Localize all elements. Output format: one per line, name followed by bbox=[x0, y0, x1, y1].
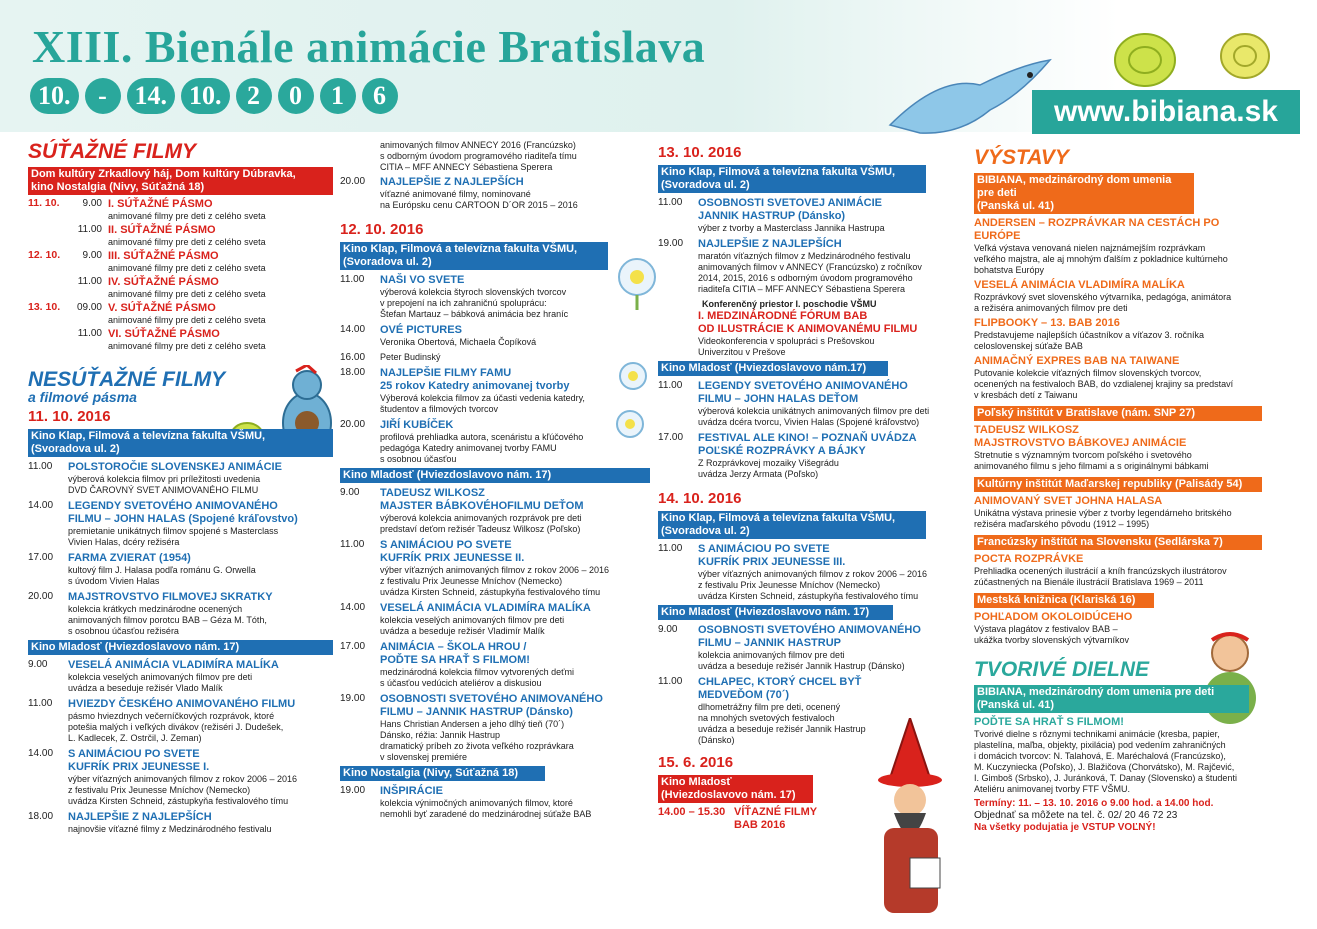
date-pill: 1 bbox=[320, 78, 356, 114]
event-row: 14.00 VESELÁ ANIMÁCIA VLADIMÍRA MALÍKA kolekcia veselých animovaných filmov pre deti uvádza a beseduje režisér Vladimír Malík bbox=[340, 602, 650, 637]
booking-info: Objednať sa môžete na tel. č. 02/ 20 46 72 23 bbox=[974, 810, 1178, 821]
event-title: JIŘÍ KUBÍČEK bbox=[380, 419, 454, 431]
day-heading: 12. 10. 2016 bbox=[340, 221, 424, 238]
event-title: NAJLEPŠIE Z NAJLEPŠÍCH bbox=[698, 238, 842, 250]
event-title: VI. SÚŤAŽNÉ PÁSMO bbox=[108, 328, 220, 340]
section-title-exhibitions: VÝSTAVY bbox=[974, 146, 1069, 169]
page-title: XIII. Bienále animácie Bratislava bbox=[32, 21, 706, 72]
venue-banner: Kultúrny inštitút Maďarskej republiky (Palisády 54) bbox=[974, 477, 1262, 492]
workshop-terms: Termíny: 11. – 13. 10. 2016 o 9.00 hod. a 14.00 hod. bbox=[974, 798, 1214, 809]
venue-banner: Kino Mladosť (Hviezdoslavovo nám. 17) bbox=[28, 640, 333, 655]
venue-banner: Poľský inštitút v Bratislave (nám. SNP 27) bbox=[974, 406, 1262, 421]
venue-banner: BIBIANA, medzinárodný dom umenia pre deti (Panská ul. 41) bbox=[974, 173, 1194, 214]
exhibition-title: ANIMAČNÝ EXPRES BAB NA TAIWANE bbox=[974, 355, 1180, 367]
event-title: INŠPIRÁCIE bbox=[380, 785, 443, 797]
event-title: II. SÚŤAŽNÉ PÁSMO bbox=[108, 224, 216, 236]
event-row: 11.00 HVIEZDY ČESKÉHO ANIMOVANÉHO FILMU pásmo hviezdnych večerníčkových rozprávok, ktoré potešia malých i veľkých divákov (režiséri J. Dudešek, L. Kadlecek, Z. Ostrčil, J. Zeman) bbox=[28, 698, 333, 744]
bird-icon bbox=[880, 55, 1060, 140]
event-title: OVÉ PICTURES bbox=[380, 324, 462, 336]
event-row: 18.00 NAJLEPŠIE Z NAJLEPŠÍCH najnovšie víťazné filmy z Medzinárodného festivalu bbox=[28, 811, 333, 835]
event-title: NAJLEPŠIE FILMY FAMU bbox=[380, 367, 512, 379]
event-title: MAJSTROVSTVO FILMOVEJ SKRATKY bbox=[68, 591, 273, 603]
exhibition: VESELÁ ANIMÁCIA VLADIMÍRA MALÍKA Rozprávkový svet slovenského výtvarníka, pedagóga, animátora a režiséra animovaných filmov pre deti bbox=[974, 279, 1262, 314]
event-row: 17.00 FESTIVAL ALE KINO! – POZNAŇ UVÁDZA POĽSKÉ ROZPRÁVKY A BÁJKY Z Rozprávkovej mozaiky Višegrádu uvádza Jerzy Armata (Poľsko) bbox=[658, 432, 958, 480]
event-title: FILMU – JANNIK HASTRUP bbox=[698, 637, 842, 649]
event-title: V. SÚŤAŽNÉ PÁSMO bbox=[108, 302, 216, 314]
venue-banner: Kino Mladosť (Hviezdoslavovo nám. 17) bbox=[658, 775, 813, 803]
day-heading: 15. 6. 2016 bbox=[658, 754, 734, 771]
event-row: 20.00 MAJSTROVSTVO FILMOVEJ SKRATKY kolekcia krátkych medzinárodne ocenených animovaných filmov porotcu BAB – Géza M. Tóth, s osobnou účasťou režiséra bbox=[28, 591, 333, 637]
free-entry: Na všetky podujatia je VSTUP VOĽNÝ! bbox=[974, 822, 1156, 833]
event-title: FARMA ZVIERAT (1954) bbox=[68, 552, 191, 564]
event-row: 11.00 CHLAPEC, KTORÝ CHCEL BYŤ MEDVEĎOM (70´) dlhometrážny film pre deti, ocenený na mnohých svetových festivaloch uvádza a beseduje režisér Jannik Hastrup (Dánsko) bbox=[658, 676, 958, 746]
section-title-workshops: TVORIVÉ DIELNE bbox=[974, 658, 1150, 681]
event-row: 12. 10. 9.00 III. SÚŤAŽNÉ PÁSMO animované filmy pre deti z celého sveta bbox=[28, 250, 333, 274]
event-title: CHLAPEC, KTORÝ CHCEL BYŤ bbox=[698, 676, 862, 688]
festival-dates bbox=[30, 78, 398, 114]
event-title: KUFRÍK PRIX JEUNESSE III. bbox=[698, 556, 846, 568]
event-row: 13. 10. 09.00 V. SÚŤAŽNÉ PÁSMO animované filmy pre deti z celého sveta bbox=[28, 302, 333, 326]
exhibition-title: POCTA ROZPRÁVKE bbox=[974, 553, 1084, 565]
event-title: POLSTOROČIE SLOVENSKEJ ANIMÁCIE bbox=[68, 461, 282, 473]
venue-banner: Kino Klap, Filmová a televízna fakulta VŠMU, (Svoradova ul. 2) bbox=[658, 511, 926, 539]
date-pill: 10. bbox=[30, 78, 79, 114]
event-title: I. SÚŤAŽNÉ PÁSMO bbox=[108, 198, 213, 210]
event-row: 11.00 S ANIMÁCIOU PO SVETE KUFRÍK PRIX JEUNESSE II. výber víťazných animovaných filmov z rokov 2006 – 2016 z festivalu Prix Jeunesse Mníchov (Nemecko) uvádza Kirsten Schneid, zástupkyňa festivalového tímu bbox=[340, 539, 650, 598]
day-heading: 13. 10. 2016 bbox=[658, 144, 742, 161]
continued-text: animovaných filmov ANNECY 2016 (Francúzsko) s odborným úvodom programového riaditeľa tímu CITIA – MFF ANNECY Sébastiena Sperera bbox=[380, 140, 577, 172]
forum-place: Konferenčný priestor I. poschodie VŠMU bbox=[702, 299, 877, 309]
event-title: IV. SÚŤAŽNÉ PÁSMO bbox=[108, 276, 219, 288]
venue-banner: BIBIANA, medzinárodný dom umenia pre deti (Panská ul. 41) bbox=[974, 685, 1249, 713]
exhibition-title: POHĽADOM OKOLOIDÚCEHO bbox=[974, 611, 1133, 623]
event-title: JANNIK HASTRUP (Dánsko) bbox=[698, 210, 846, 222]
event-title: KUFRÍK PRIX JEUNESSE I. bbox=[68, 761, 210, 773]
event-row: 18.00 NAJLEPŠIE FILMY FAMU 25 rokov Katedry animovanej tvorby Výberová kolekcia filmov za účasti vedenia katedry, študentov a filmových tvorcov bbox=[340, 367, 650, 415]
section-title-noncompetition: NESÚŤAŽNÉ FILMY bbox=[28, 368, 226, 391]
event-row: 9.00 TADEUSZ WILKOSZ MAJSTER BÁBKOVÉHOFILMU DEŤOM výberová kolekcia animovaných rozprávok pre deti predstaví deťom režisér Tadeusz Wilkosz (Poľsko) bbox=[340, 487, 650, 535]
event-row: 11.00 OSOBNOSTI SVETOVEJ ANIMÁCIE JANNIK HASTRUP (Dánsko) výber z tvorby a Masterclass Jannika Hastrupa bbox=[658, 197, 958, 234]
event-row: 11.00 VI. SÚŤAŽNÉ PÁSMO animované filmy pre deti z celého sveta bbox=[28, 328, 333, 352]
website-link[interactable]: www.bibiana.sk bbox=[1032, 90, 1300, 134]
venue-banner: Mestská knižnica (Klariská 16) bbox=[974, 593, 1154, 608]
snail-icon bbox=[1095, 20, 1285, 90]
event-title: FILMU – JOHN HALAS (Spojené kráľovstvo) bbox=[68, 513, 298, 525]
event-title: POĽSKÉ ROZPRÁVKY A BÁJKY bbox=[698, 445, 866, 457]
exhibition-title: FLIPBOOKY – 13. BAB 2016 bbox=[974, 317, 1120, 329]
event-title: OSOBNOSTI SVETOVÉHO ANIMOVANÉHO bbox=[698, 624, 921, 636]
date-pill: - bbox=[85, 78, 121, 114]
event-row: 11.00 S ANIMÁCIOU PO SVETE KUFRÍK PRIX JEUNESSE III. výber víťazných animovaných filmov z rokov 2006 – 2016 z festivalu Prix Jeunesse Mníchov (Nemecko) uvádza Kirsten Schneid, zástupkyňa festivalového tímu bbox=[658, 543, 958, 602]
date-pill: 0 bbox=[278, 78, 314, 114]
event-row: 20.00 JIŘÍ KUBÍČEK profilová prehliadka autora, scenáristu a kľúčového pedagóga Katedry animovanej tvorby FAMU s osobnou účasťou bbox=[340, 419, 650, 465]
exhibition: ANDERSEN – ROZPRÁVKAR NA CESTÁCH PO EURÓPE Veľká výstava venovaná nielen najznámejším rozprávkam veľkého majstra, ale aj mnohým ďalším z pokladnice kultúrneho bohatstva Európy bbox=[974, 217, 1262, 276]
event-row: 11.00 II. SÚŤAŽNÉ PÁSMO animované filmy pre deti z celého sveta bbox=[28, 224, 333, 248]
event-title: FILMU – JANNIK HASTRUP (Dánsko) bbox=[380, 706, 573, 718]
event-row: 14.00 OVÉ PICTURES Veronika Obertová, Michaela Čopíková bbox=[340, 324, 650, 348]
event-title: NAJLEPŠIE Z NAJLEPŠÍCH bbox=[68, 811, 212, 823]
date-pill: 14. bbox=[127, 78, 176, 114]
event-row: 19.00 NAJLEPŠIE Z NAJLEPŠÍCH maratón víťazných filmov z Medzinárodného festivalu animovaných filmov v ANNECY (Francúzsko) z ročníkov 2014, 2015, 2016 s odborným úvodom programového riaditeľa CITIA – MFF ANNECY Sébastiena Sperera bbox=[658, 238, 958, 295]
exhibition-title: ANIMOVANÝ SVET JOHNA HALASA bbox=[974, 495, 1163, 507]
day-heading: 14. 10. 2016 bbox=[658, 490, 742, 507]
section-subtitle: a filmové pásma bbox=[28, 389, 137, 405]
event-title: VÍŤAZNÉ FILMY BAB 2016 bbox=[734, 806, 818, 831]
event-title: S ANIMÁCIOU PO SVETE bbox=[68, 748, 200, 760]
event-row: 14.00 LEGENDY SVETOVÉHO ANIMOVANÉHO FILMU – JOHN HALAS (Spojené kráľovstvo) premietanie unikátnych filmov spojené s Masterclass Vivien Halas, dcéry režiséra bbox=[28, 500, 333, 548]
event-title: VESELÁ ANIMÁCIA VLADIMÍRA MALÍKA bbox=[380, 602, 591, 614]
exhibition: FLIPBOOKY – 13. BAB 2016 Predstavujeme najlepších účastníkov a víťazov 3. ročníka celoslovenskej súťaže BAB bbox=[974, 317, 1262, 352]
event-title: LEGENDY SVETOVÉHO ANIMOVANÉHO bbox=[68, 500, 278, 512]
column-program-12: animovaných filmov ANNECY 2016 (Francúzsko) s odborným úvodom programového riaditeľa tímu CITIA – MFF ANNECY Sébastiena Sperera 20.00 NAJLEPŠIE Z NAJLEPŠÍCH víťazné animované filmy, nominované na Európsku cenu CARTOON D´OR 2015 – 2016 12. 10. 2016 Kino Klap, Filmová a televízna fakulta VŠMU, (Svoradova ul. 2) 11.00 NAŠI VO SVETE výberová kolekcia štyroch slovenských tvorcov v prepojení na ich zahraničnú spoluprácu: Štefan Martauz – bábková animácia bez hraníc 14.00 OVÉ PICTURES Veronika Obertová, Michaela Čopíková 16.00 Peter Budinský 18.00 NAJLEPŠIE FILMY FAMU 25 rokov Katedry animovanej tvorby Výberová kolekcia filmov za účasti vedenia katedry, študentov a filmových tvorcov 20.00 JIŘÍ KUBÍČEK profilová prehliadka autora, scenáristu a kľúčového pedagóga Katedry animovanej tvorby FAMU s osobnou účasťou Kino Mladosť (Hviezdoslavovo nám. 17) 9.00 TADEUSZ WILKOSZ MAJSTER BÁBKOVÉHOFILMU DEŤOM výberová kolekcia animovaných rozprávok pre deti predstaví deťom režisér Tadeusz Wilkosz (Poľsko) 11.00 S ANIMÁCIOU PO SVETE KUFRÍK PRIX JEUNESSE II. výber víťazných animovaných filmov z rokov 2006 – 2016 z festivalu Prix Jeunesse Mníchov (Nemecko) uvádza Kirsten Schneid, zástupkyňa festivalového tímu 14.00 VESELÁ ANIMÁCIA VLADIMÍRA MALÍKA kolekcia veselých animovaných filmov pre deti uvádza a beseduje režisér Vladimír Malík 17.00 ANIMÁCIA – ŠKOLA HROU / POĎTE SA HRAŤ S FILMOM! medzinárodná kolekcia filmov vytvorených deťmi s účasťou vedúcich ateliérov a diskusiou 19.00 OSOBNOSTI SVETOVÉHO ANIMOVANÉHO FILMU – JANNIK HASTRUP (Dánsko) Hans Christian Andersen a jeho dlhý tieň (70´) Dánsko, réžia: Jannik Hastrup dramatický príbeh zo života veľkého rozprávkara v slovenskej premiére Kino Nostalgia (Nivy, Súťažná 18) 19.00 INŠPIRÁCIE kolekcia výnimočných animovaných filmov, ktoré nemohli byť zaradené do medzinárodnej súťaže BAB bbox=[340, 140, 650, 820]
event-title: OSOBNOSTI SVETOVEJ ANIMÁCIE bbox=[698, 197, 882, 209]
event-title: NAJLEPŠIE Z NAJLEPŠÍCH bbox=[380, 176, 524, 188]
event-title: MEDVEĎOM (70´) bbox=[698, 689, 790, 701]
workshop-title: POĎTE SA HRAŤ S FILMOM! bbox=[974, 716, 1124, 728]
venue-banner: Kino Klap, Filmová a televízna fakulta VŠMU, (Svoradova ul. 2) bbox=[658, 165, 926, 193]
date-pill: 2 bbox=[236, 78, 272, 114]
date-pill: 10. bbox=[181, 78, 230, 114]
event-row: 11.00 LEGENDY SVETOVÉHO ANIMOVANÉHO FILMU – JOHN HALAS DEŤOM výberová kolekcia unikátnych animovaných filmov pre deti uvádza dcéra tvorcu, Vivien Halas (Spojené kráľovstvo) bbox=[658, 380, 958, 428]
event-title: NAŠI VO SVETE bbox=[380, 274, 465, 286]
event-row: 11. 10. 9.00 I. SÚŤAŽNÉ PÁSMO animované filmy pre deti z celého sveta bbox=[28, 198, 333, 222]
column-competition bbox=[28, 140, 333, 835]
column-program-13-15: 13. 10. 2016 Kino Klap, Filmová a televízna fakulta VŠMU, (Svoradova ul. 2) 11.00 OSOBNOSTI SVETOVEJ ANIMÁCIE JANNIK HASTRUP (Dánsko) výber z tvorby a Masterclass Jannika Hastrupa 19.00 NAJLEPŠIE Z NAJLEPŠÍCH maratón víťazných filmov z Medzinárodného festivalu animovaných filmov v ANNECY (Francúzsko) z ročníkov 2014, 2015, 2016 s odborným úvodom programového riaditeľa CITIA – MFF ANNECY Sébastiena Sperera Konferenčný priestor I. poschodie VŠMU I. MEDZINÁRODNÉ FÓRUM BAB OD ILUSTRÁCIE K ANIMOVANÉMU FILMU Videokonferencia v spolupráci s Prešovskou Univerzitou v Prešove Kino Mladosť (Hviezdoslavovo nám.17) 11.00 LEGENDY SVETOVÉHO ANIMOVANÉHO FILMU – JOHN HALAS DEŤOM výberová kolekcia unikátnych animovaných filmov pre deti uvádza dcéra tvorcu, Vivien Halas (Spojené kráľovstvo) 17.00 FESTIVAL ALE KINO! – POZNAŇ UVÁDZA POĽSKÉ ROZPRÁVKY A BÁJKY Z Rozprávkovej mozaiky Višegrádu uvádza Jerzy Armata (Poľsko) 14. 10. 2016 Kino Klap, Filmová a televízna fakulta VŠMU, (Svoradova ul. 2) 11.00 S ANIMÁCIOU PO SVETE KUFRÍK PRIX JEUNESSE III. výber víťazných animovaných filmov z rokov 2006 – 2016 z festivalu Prix Jeunesse Mníchov (Nemecko) uvádza Kirsten Schneid, zástupkyňa festivalového tímu Kino Mladosť (Hviezdoslavovo nám. 17) 9.00 OSOBNOSTI SVETOVÉHO ANIMOVANÉHO FILMU – JANNIK HASTRUP kolekcia animovaných filmov pre deti uvádza a beseduje režisér Jannik Hastrup (Dánsko) 11.00 CHLAPEC, KTORÝ CHCEL BYŤ MEDVEĎOM (70´) dlhometrážny film pre deti, ocenený na mnohých svetových festivaloch uvádza a beseduje režisér Jannik Hastrup (Dánsko) 15. 6. 2016 Kino Mladosť (Hviezdoslavovo nám. 17) 14.00 – 15.30 VÍŤAZNÉ FILMY BAB 2016 bbox=[658, 140, 958, 832]
venue-banner: Kino Nostalgia (Nivy, Súťažná 18) bbox=[340, 766, 545, 781]
event-title: POĎTE SA HRAŤ S FILMOM! bbox=[380, 654, 530, 666]
event-row: 19.00 INŠPIRÁCIE kolekcia výnimočných animovaných filmov, ktoré nemohli byť zaradené do medzinárodnej súťaže BAB bbox=[340, 785, 650, 820]
event-title: LEGENDY SVETOVÉHO ANIMOVANÉHO bbox=[698, 380, 908, 392]
venue-banner: Francúzsky inštitút na Slovensku (Sedlárska 7) bbox=[974, 535, 1262, 550]
event-row: 17.00 ANIMÁCIA – ŠKOLA HROU / POĎTE SA HRAŤ S FILMOM! medzinárodná kolekcia filmov vytvorených deťmi s účasťou vedúcich ateliérov a diskusiou bbox=[340, 641, 650, 689]
venue-banner: Kino Mladosť (Hviezdoslavovo nám.17) bbox=[658, 361, 888, 376]
exhibition-title: TADEUSZ WILKOSZ MAJSTROVSTVO BÁBKOVEJ ANIMÁCIE bbox=[974, 424, 1187, 449]
column-exhibitions: VÝSTAVY BIBIANA, medzinárodný dom umenia pre deti (Panská ul. 41) ANDERSEN – ROZPRÁVKAR NA CESTÁCH PO EURÓPE Veľká výstava venovaná nielen najznámejším rozprávkam veľkého majstra, ale aj mnohým ďalším z pokladnice kultúrneho bohatstva Európy VESELÁ ANIMÁCIA VLADIMÍRA MALÍKA Rozprávkový svet slovenského výtvarníka, pedagóga, animátora a režiséra animovaných filmov pre deti FLIPBOOKY – 13. BAB 2016 Predstavujeme najlepších účastníkov a víťazov 3. ročníka celoslovenskej súťaže BAB ANIMAČNÝ EXPRES BAB NA TAIWANE Putovanie kolekcie víťazných filmov slovenských tvorcov, ocenených na festivaloch BAB, do vzdialenej krajiny sa predstaví v kresbách detí z Taiwanu Poľský inštitút v Bratislave (nám. SNP 27) TADEUSZ WILKOSZ MAJSTROVSTVO BÁBKOVEJ ANIMÁCIE Stretnutie s významným tvorcom poľského i svetového animovaného filmu s jeho filmami a s originálnymi bábkami Kultúrny inštitút Maďarskej republiky (Palisády 54) ANIMOVANÝ SVET JOHNA HALASA Unikátna výstava prinesie výber z tvorby legendárneho britského režiséra maďarského pôvodu (1912 – 1995) Francúzsky inštitút na Slovensku (Sedlárska 7) POCTA ROZPRÁVKE Prehliadka ocenených ilustrácií a kníh francúzskych ilustrátorov zúčastnených na Bienále ilustrácií Bratislava 1969 – 2011 Mestská knižnica (Klariská 16) POHĽADOM OKOLOIDÚCEHO Výstava plagátov z festivalov BAB – ukážka tvorby slovenských výtvarníkov TVORIVÉ DIELNE BIBIANA, medzinárodný dom umenia pre deti (Panská ul. 41) POĎTE SA HRAŤ S FILMOM! Tvorivé dielne s rôznymi technikami animácie (kresba, papier, plastelína, maľba, objekty, pixilácia) pod vedením zahraničných i domácich tvorcov: N. Talahová, E. Maréchalová (Francúzsko), M. Kuczyniecka (Poľsko), J. Blažičova (Chorvátsko), M. Rajčević, I. Gimboš (Srbsko), J. Juránková, T. Danay (Slovensko) a študenti Ateliéru animovanej tvorby FTF VŠMU. Termíny: 11. – 13. 10. 2016 o 9.00 hod. a 14.00 hod. Objednať sa môžete na tel. č. 02/ 20 46 72 23 Na všetky podujatia je VSTUP VOĽNÝ! bbox=[974, 146, 1262, 834]
exhibition: ANIMAČNÝ EXPRES BAB NA TAIWANE Putovanie kolekcie víťazných filmov slovenských tvorcov, ocenených na festivaloch BAB, do vzdialenej krajiny sa predstaví v kresbách detí z Taiwanu bbox=[974, 355, 1262, 401]
event-title: VESELÁ ANIMÁCIA VLADIMÍRA MALÍKA bbox=[68, 659, 279, 671]
event-row: 9.00 OSOBNOSTI SVETOVÉHO ANIMOVANÉHO FILMU – JANNIK HASTRUP kolekcia animovaných filmov pre deti uvádza a beseduje režisér Jannik Hastrup (Dánsko) bbox=[658, 624, 958, 672]
event-title: KUFRÍK PRIX JEUNESSE II. bbox=[380, 552, 525, 564]
event-row: 9.00 VESELÁ ANIMÁCIA VLADIMÍRA MALÍKA kolekcia veselých animovaných filmov pre deti uvádza a beseduje režisér Vlado Malík bbox=[28, 659, 333, 694]
venue-banner: Kino Mladosť (Hviezdoslavovo nám. 17) bbox=[340, 468, 650, 483]
event-title: HVIEZDY ČESKÉHO ANIMOVANÉHO FILMU bbox=[68, 698, 296, 710]
event-row: 11.00 IV. SÚŤAŽNÉ PÁSMO animované filmy pre deti z celého sveta bbox=[28, 276, 333, 300]
event-title: FILMU – JOHN HALAS DEŤOM bbox=[698, 393, 859, 405]
event-row: 14.00 S ANIMÁCIOU PO SVETE KUFRÍK PRIX JEUNESSE I. výber víťazných animovaných filmov z rokov 2006 – 2016 z festivalu Prix Jeunesse Mníchov (Nemecko) uvádza Kirsten Schneid, zástupkyňa festivalového tímu bbox=[28, 748, 333, 807]
event-row: 11.00 POLSTOROČIE SLOVENSKEJ ANIMÁCIE výberová kolekcia filmov pri príležitosti uvedenia DVD ČAROVNÝ SVET ANIMOVANÉHO FILMU bbox=[28, 461, 333, 496]
event-title: III. SÚŤAŽNÉ PÁSMO bbox=[108, 250, 219, 262]
section-title-competition: SÚŤAŽNÉ FILMY bbox=[28, 140, 196, 163]
day-heading: 11. 10. 2016 bbox=[28, 408, 111, 425]
venue-banner: Kino Klap, Filmová a televízna fakulta VŠMU, (Svoradova ul. 2) bbox=[340, 242, 608, 270]
event-title: OSOBNOSTI SVETOVÉHO ANIMOVANÉHO bbox=[380, 693, 603, 705]
event-row: 16.00 Peter Budinský bbox=[340, 352, 441, 363]
event-row: 17.00 FARMA ZVIERAT (1954) kultový film J. Halasa podľa románu G. Orwella s úvodom Vivien Halas bbox=[28, 552, 333, 587]
date-pill: 6 bbox=[362, 78, 398, 114]
event-row: 11.00 NAŠI VO SVETE výberová kolekcia štyroch slovenských tvorcov v prepojení na ich zahraničnú spoluprácu: Štefan Martauz – bábková animácia bez hraníc bbox=[340, 274, 650, 320]
forum-title: I. MEDZINÁRODNÉ FÓRUM BAB OD ILUSTRÁCIE K ANIMOVANÉMU FILMU bbox=[698, 310, 918, 335]
event-title: ANIMÁCIA – ŠKOLA HROU / bbox=[380, 641, 527, 653]
exhibition-title: ANDERSEN – ROZPRÁVKAR NA CESTÁCH PO EURÓPE bbox=[974, 217, 1220, 242]
event-title: FESTIVAL ALE KINO! – POZNAŇ UVÁDZA bbox=[698, 432, 917, 444]
event-row: 19.00 OSOBNOSTI SVETOVÉHO ANIMOVANÉHO FILMU – JANNIK HASTRUP (Dánsko) Hans Christian Andersen a jeho dlhý tieň (70´) Dánsko, réžia: Jannik Hastrup dramatický príbeh zo života veľkého rozprávkara v slovenskej premiére bbox=[340, 693, 650, 763]
exhibition-title: VESELÁ ANIMÁCIA VLADIMÍRA MALÍKA bbox=[974, 279, 1185, 291]
venue-banner: Kino Klap, Filmová a televízna fakulta VŠMU, (Svoradova ul. 2) bbox=[28, 429, 333, 457]
event-title: TADEUSZ WILKOSZ bbox=[380, 487, 485, 499]
venue-banner: Dom kultúry Zrkadlový háj, Dom kultúry Dúbravka, kino Nostalgia (Nivy, Súťažná 18) bbox=[28, 167, 333, 195]
event-title: 25 rokov Katedry animovanej tvorby bbox=[380, 380, 570, 392]
event-title: MAJSTER BÁBKOVÉHOFILMU DEŤOM bbox=[380, 500, 584, 512]
event-title: S ANIMÁCIOU PO SVETE bbox=[698, 543, 830, 555]
event-title: S ANIMÁCIOU PO SVETE bbox=[380, 539, 512, 551]
venue-banner: Kino Mladosť (Hviezdoslavovo nám. 17) bbox=[658, 605, 893, 620]
